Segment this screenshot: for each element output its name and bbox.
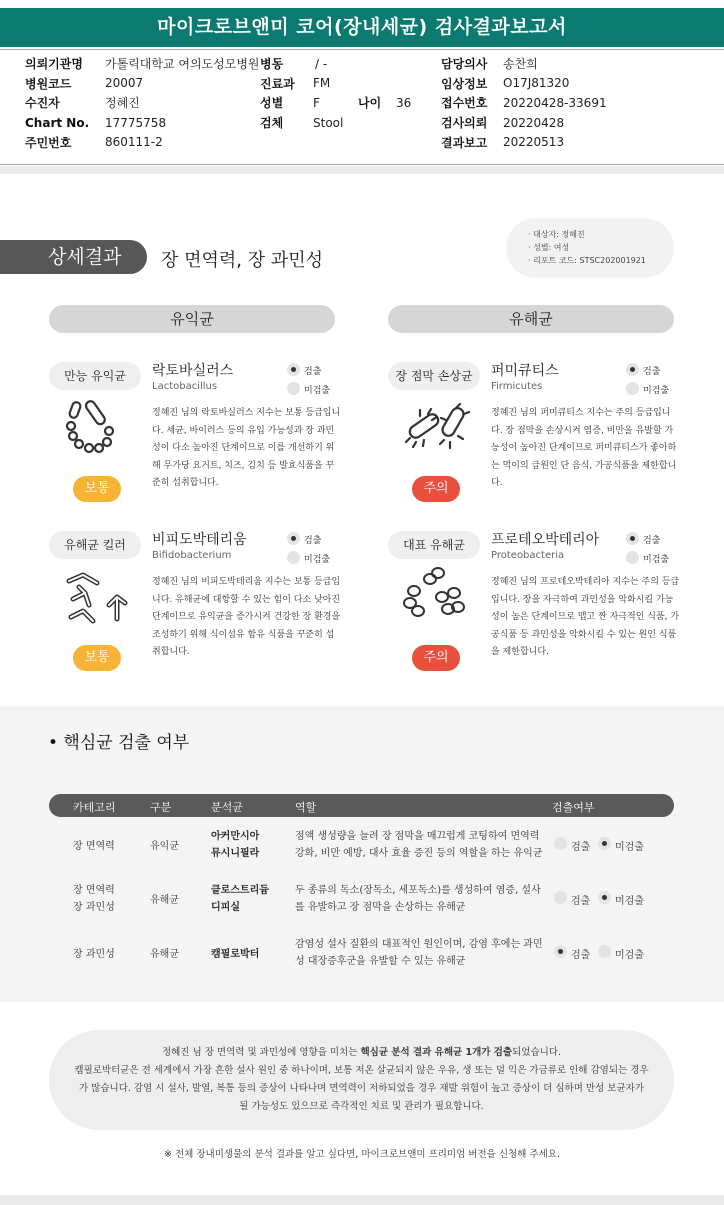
report-title: 마이크로브앤미 코어(장내세균) 검사결과보고서 — [0, 8, 724, 47]
detected-radio — [554, 837, 567, 850]
harmful-header: 유해균 — [388, 305, 674, 333]
bacteria-description: 정혜진 님의 프로테오박테리아 지수는 주의 등급입니다. 장을 자극하여 과민성을 악화시킬 가능성이 높은 단계이므로 맵고 짠 자극적인 식품, 가공식품 등 과민성을 악화시킬 수 있는 원인 식품을 제한합니다. — [491, 577, 680, 657]
department-label: 진료과 — [260, 76, 295, 91]
bacteria-description: 정혜진 님의 퍼미큐티스 지수는 주의 등급입니다. 장 점막을 손상시켜 염증, 비만을 유발할 가능성이 높아진 단계이므로 퍼미큐티스가 좋아하는 먹이의 급원인 단 음식, 가공식품을 제한합니다. — [491, 408, 677, 488]
not-detected-radio — [598, 891, 611, 904]
hospital-code-value: 20007 — [105, 76, 144, 91]
cocci-bacteria-icon — [398, 565, 474, 631]
bacteria-scientific-name: Firmicutes — [491, 381, 543, 392]
not-detected-radio — [598, 945, 611, 958]
not-detected-label: 미검출 — [304, 555, 331, 565]
grade-badge: 보통 — [73, 476, 121, 502]
col-bacteria: 분석균 — [211, 801, 243, 814]
subject-report-code: · 리포트 코드: STSC202001921 — [528, 256, 646, 265]
detected-radio — [626, 532, 639, 545]
row-bacteria: 캠필로박터 — [211, 949, 260, 960]
not-detected-radio — [626, 382, 639, 395]
not-detected-label: 미검출 — [615, 842, 644, 853]
not-detected-label: 미검출 — [643, 386, 670, 396]
department-value: FM — [313, 76, 331, 91]
patient-info-col3 — [441, 54, 607, 152]
table-row — [49, 828, 674, 862]
not-detected-label: 미검출 — [615, 896, 644, 907]
detected-label: 검출 — [571, 950, 591, 961]
detected-radio — [626, 363, 639, 376]
bacteria-description: 정혜진 님의 비피도박테리움 지수는 보통 등급입니다. 유해균에 대항할 수 있는 힘이 다소 낮아진 단계이므로 유익균을 증가시켜 건강한 장 환경을 조성하기 위해 식이섬유 함유 식품을 꾸준히 섭취합니다. — [152, 577, 341, 657]
row-bacteria: 클로스트리듐 디피실 — [211, 885, 269, 913]
rod-bacteria-icon — [59, 396, 135, 462]
row-type: 유해균 — [150, 949, 179, 960]
detected-label: 검출 — [571, 896, 591, 907]
collector-value: 정혜진 — [105, 96, 140, 111]
doctor-value: 송찬희 — [503, 57, 538, 72]
sex-value: F — [313, 95, 320, 110]
premium-note: ※ 전체 장내미생물의 분석 결과를 알고 싶다면, 마이크로브앤미 프리미엄 버전을 신청해 주세요. — [164, 1149, 560, 1160]
row-category: 장 면역력 장 과민성 — [73, 885, 115, 913]
institution-label: 의뢰기관명 — [25, 57, 83, 72]
receipt-no-label: 접수번호 — [441, 96, 488, 111]
grade-badge: 주의 — [412, 645, 460, 671]
ward-label: 병동 — [260, 57, 284, 72]
grade-badge: 주의 — [412, 476, 460, 502]
report-date-value: 20220513 — [503, 135, 565, 150]
bacteria-card-firmicutes — [388, 360, 698, 510]
clinical-info-label: 임상정보 — [441, 76, 488, 91]
summary-box — [49, 1030, 674, 1130]
report-date-label: 결과보고 — [441, 135, 488, 150]
row-role: 점액 생성량을 늘려 장 점막을 매끄럽게 코팅하여 면역력 강화, 비만 예방, 대사 효율 증진 등의 역할을 하는 유익균 — [295, 831, 543, 859]
col-role: 역할 — [295, 801, 317, 814]
detail-section-subtitle: 장 면역력, 장 과민성 — [161, 250, 323, 271]
card-category-pill: 만능 유익균 — [49, 362, 141, 390]
header-band — [0, 166, 724, 174]
bacteria-scientific-name: Bifidobacterium — [152, 550, 232, 561]
sex-label: 성별 — [260, 96, 284, 111]
subject-sex: · 성별: 여성 — [528, 243, 570, 252]
core-table-header — [49, 794, 674, 817]
not-detected-label: 미검출 — [304, 386, 331, 396]
bacteria-scientific-name: Lactobacillus — [152, 381, 218, 392]
row-type: 유익균 — [150, 841, 179, 852]
chart-no-value: 17775758 — [105, 115, 167, 130]
col-type: 구분 — [150, 801, 172, 814]
header-bottom-divider — [0, 164, 724, 165]
detected-radio — [554, 891, 567, 904]
bacteria-name: 프로테오박테리아 — [491, 532, 600, 548]
institution-value: 가톨릭대학교 여의도성모병원 — [105, 57, 260, 72]
subject-name: · 대상자: 정혜진 — [528, 230, 585, 239]
card-category-pill: 장 점막 손상균 — [388, 362, 480, 390]
table-row — [49, 936, 674, 970]
bacteria-card-bifidobacterium — [49, 529, 359, 679]
summary-line2: 캠필로박터균은 전 세계에서 가장 흔한 설사 원인 중 하나이며, 보통 저온 살균되지 않은 우유, 생 또는 덜 익은 가금류로 인해 감염되는 경우 — [74, 1065, 649, 1076]
bacteria-name: 퍼미큐티스 — [491, 363, 559, 379]
clinical-info-value: O17J81320 — [503, 76, 570, 91]
col-detected: 검출여부 — [552, 801, 595, 814]
specimen-value: Stool — [313, 115, 344, 130]
detected-label: 검출 — [643, 367, 661, 377]
receipt-no-value: 20220428-33691 — [503, 95, 607, 110]
resident-no-label: 주민번호 — [25, 135, 72, 150]
row-category: 장 과민성 — [73, 949, 115, 960]
request-date-label: 검사의뢰 — [441, 116, 488, 131]
request-date-value: 20220428 — [503, 115, 565, 130]
col-category: 카테고리 — [73, 801, 116, 814]
patient-info-col2 — [260, 54, 411, 132]
summary-line4: 될 가능성도 있으므로 즉각적인 치료 및 관리가 필요합니다. — [239, 1101, 484, 1112]
not-detected-radio — [598, 837, 611, 850]
summary-line3: 가 많습니다. 감염 시 설사, 발열, 복통 등의 증상이 나타나며 면역력이 저하되었을 경우 재발 위험이 높고 증상이 더 심하며 만성 보균자가 — [78, 1083, 644, 1094]
chart-no-label: Chart No. — [25, 115, 90, 130]
beneficial-header: 유익균 — [49, 305, 335, 333]
detected-radio — [287, 363, 300, 376]
card-category-pill: 대표 유해균 — [388, 531, 480, 559]
row-category: 장 면역력 — [73, 841, 115, 852]
not-detected-radio — [287, 382, 300, 395]
subject-info-box — [506, 218, 674, 278]
grade-badge: 보통 — [73, 645, 121, 671]
hospital-code-label: 병원코드 — [25, 76, 72, 91]
doctor-label: 담당의사 — [441, 57, 488, 72]
bacteria-name: 비피도박테리움 — [152, 532, 247, 548]
bacteria-scientific-name: Proteobacteria — [491, 550, 565, 561]
detected-label: 검출 — [571, 842, 591, 853]
detected-label: 검출 — [304, 536, 322, 546]
detected-radio — [554, 945, 567, 958]
header-divider — [0, 49, 724, 50]
bacteria-name: 락토바실러스 — [152, 363, 234, 379]
row-type: 유해균 — [150, 895, 179, 906]
row-bacteria: 아커만시아 뮤시니필라 — [211, 831, 260, 859]
age-value: 36 — [396, 95, 412, 110]
table-row — [49, 882, 674, 916]
bacteria-card-lactobacillus — [49, 360, 359, 510]
bacteria-card-proteobacteria — [388, 529, 698, 679]
age-label: 나이 — [358, 96, 382, 111]
detected-label: 검출 — [304, 367, 322, 377]
core-section-title: • 핵심균 검출 여부 — [48, 733, 190, 753]
not-detected-label: 미검출 — [615, 950, 644, 961]
not-detected-label: 미검출 — [643, 555, 670, 565]
specimen-label: 검체 — [260, 116, 284, 131]
bacteria-description: 정혜진 님의 락토바실러스 지수는 보통 등급입니다. 세균, 바이러스 등의 유입 가능성과 장 과민성이 다소 높아진 단계이므로 이를 개선하기 위해 무가당 요거트, 치즈, 김치 등 발효식품을 꾸준히 섭취합니다. — [152, 408, 341, 488]
branched-bacteria-icon — [59, 565, 135, 631]
detail-section-tab: 상세결과 — [0, 240, 147, 274]
footer-band — [0, 1195, 724, 1205]
row-role: 두 종류의 독소(장독소, 세포독소)를 생성하여 염증, 설사 를 유발하고 장 점막을 손상하는 유해균 — [295, 885, 541, 913]
row-role: 감염성 설사 질환의 대표적인 원인이며, 감염 후에는 과민 성 대장증후군을 유발할 수 있는 유해균 — [295, 939, 543, 967]
summary-line1: 정혜진 님 장 면역력 및 과민성에 영향을 미치는 핵심균 분석 결과 유해균 1개가 검출되었습니다. — [161, 1047, 562, 1058]
detected-radio — [287, 532, 300, 545]
collector-label: 수진자 — [25, 96, 60, 111]
not-detected-radio — [626, 551, 639, 564]
card-category-pill: 유해균 킬러 — [49, 531, 141, 559]
patient-info-col1 — [25, 54, 260, 152]
resident-no-value: 860111-2 — [105, 135, 163, 150]
ward-value: / - — [315, 56, 328, 71]
not-detected-radio — [287, 551, 300, 564]
detected-label: 검출 — [643, 536, 661, 546]
spiky-bacteria-icon — [398, 396, 474, 462]
